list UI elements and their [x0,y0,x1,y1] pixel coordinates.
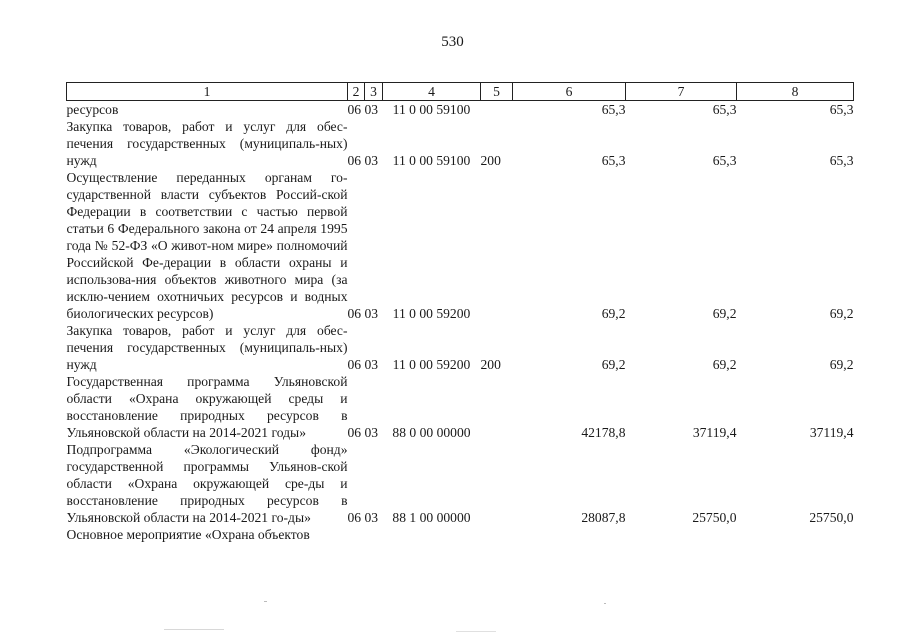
column-header: 5 [481,83,513,101]
item-name: Осуществление переданных органам го-сударственной власти субъектов Россий-ской Федерации в соответствии с частью первой статьи 6 Федерального закона от 24 апреля 1995 года № 52-ФЗ «О живот-ном мире» полномочий Российской Фе-дерации в области охраны и использова-ния объектов животного мира (за исклю-чением охотничьих ресурсов и водных биологических ресурсов) [66,170,348,321]
table-row [67,169,854,322]
target-article-code: 88 1 00 00000 [392,510,471,525]
amount-col7: 37119,4 [692,425,737,440]
target-article-code: 11 0 00 59200 [392,357,471,372]
table-body [67,101,854,544]
budget-table [66,82,854,543]
amount-col7: 69,2 [712,357,737,372]
column-header: 3 [365,83,383,101]
column-header: 7 [626,83,737,101]
expense-type-code [481,101,513,119]
table-header [67,83,854,101]
section-code [348,526,365,543]
amount-col8: 25750,0 [809,510,854,525]
amount-col6: 69,2 [601,357,626,372]
table-row [67,526,854,543]
page-number: 530 [441,34,464,50]
amount-col6: 69,2 [601,306,626,321]
table-row [67,118,854,169]
item-name: Закупка товаров, работ и услуг для обес-печения государственных (муниципаль-ных) нужд [66,323,348,372]
table-row [67,373,854,441]
item-name: ресурсов [66,102,119,117]
amount-col8: 65,3 [829,102,854,117]
column-header: 4 [383,83,481,101]
item-name: Основное мероприятие «Охрана объектов [66,527,310,542]
expense-type-code [481,526,513,543]
section-code: 06 [347,153,362,168]
table-row [67,101,854,119]
amount-col7: 69,2 [712,306,737,321]
amount-col7 [626,526,737,543]
header-row [67,83,854,101]
section-code: 06 [347,357,362,372]
item-name: Государственная программа Ульяновской области «Охрана окружающей среды и восстановление природных ресурсов в Ульяновской области на 2014-2021 годы» [66,374,348,440]
amount-col6: 65,3 [601,102,626,117]
target-article-code [383,526,481,543]
amount-col7: 65,3 [712,102,737,117]
expense-type-code [481,169,513,322]
section-code: 06 [347,425,362,440]
subsection-code: 03 [364,306,379,321]
amount-col8: 65,3 [829,153,854,168]
scan-speck [456,631,496,632]
item-name: Подпрограмма «Экологический фонд» государственной программы Ульянов-ской области «Охрана окружающей сре-ды и восстановление природных ресурсов в Ульяновской области на 2014-2021 го-ды» [66,442,348,525]
target-article-code: 11 0 00 59200 [392,306,471,321]
expense-type-code [481,441,513,526]
subsection-code: 03 [364,357,379,372]
expense-type-code [481,373,513,441]
column-header: 6 [513,83,626,101]
section-code: 06 [347,102,362,117]
amount-col7: 65,3 [712,153,737,168]
scan-speck [604,603,606,604]
subsection-code: 03 [364,510,379,525]
expense-type-code: 200 [480,153,501,168]
item-name: Закупка товаров, работ и услуг для обес-печения государственных (муниципаль-ных) нужд [66,119,348,168]
amount-col6 [513,526,626,543]
scan-speck [264,601,267,602]
target-article-code: 11 0 00 59100 [392,102,471,117]
table-row [67,322,854,373]
subsection-code: 03 [364,425,379,440]
amount-col8 [737,526,854,543]
target-article-code: 88 0 00 00000 [392,425,471,440]
amount-col8: 37119,4 [809,425,854,440]
amount-col8: 69,2 [829,306,854,321]
table-row [67,441,854,526]
subsection-code: 03 [364,153,379,168]
column-header: 8 [737,83,854,101]
amount-col6: 65,3 [601,153,626,168]
target-article-code: 11 0 00 59100 [392,153,471,168]
column-header: 2 [348,83,365,101]
amount-col6: 28087,8 [581,510,626,525]
expense-type-code: 200 [480,357,501,372]
column-header: 1 [67,83,348,101]
amount-col6: 42178,8 [581,425,626,440]
amount-col8: 69,2 [829,357,854,372]
section-code: 06 [347,510,362,525]
section-code: 06 [347,306,362,321]
scan-speck [164,629,224,630]
subsection-code [365,526,383,543]
subsection-code: 03 [364,102,379,117]
amount-col7: 25750,0 [692,510,737,525]
